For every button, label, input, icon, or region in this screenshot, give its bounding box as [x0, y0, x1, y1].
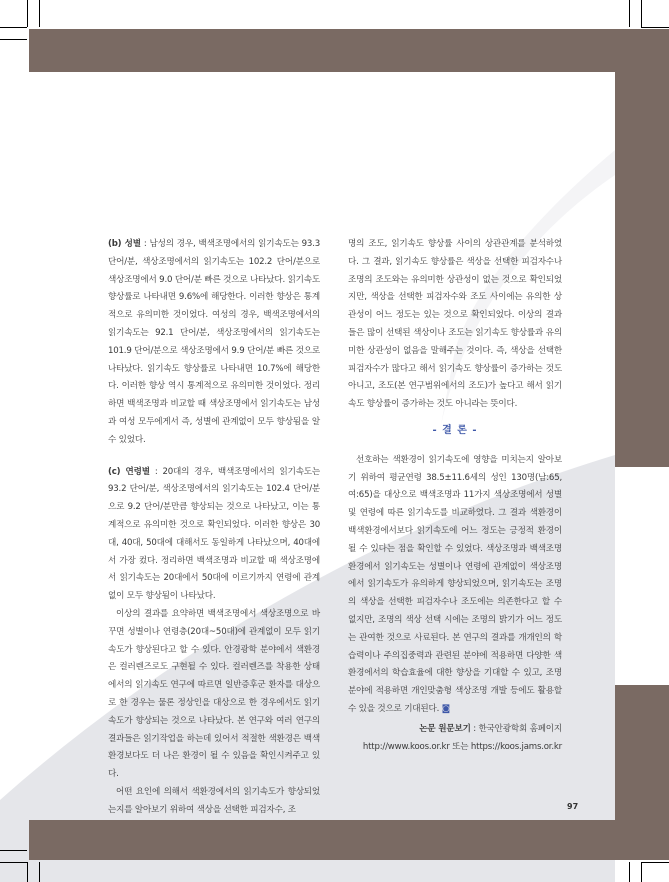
top-header-band	[29, 29, 669, 72]
source-urls[interactable]: http://www.koos.or.kr 또는 https://koos.jams.or.kr	[362, 741, 562, 752]
paragraph-summary: 이상의 결과를 요약하면 백색조명에서 색상조명으로 바꾸면 성별이나 연령층(20대~50대)에 관계없이 모두 읽기속도가 향상된다고 할 수 있다. 안경광학 분야에서 색환경은 컬러렌즈로도 구현될 수 있다. 컬러렌즈를 착용한 상태에서의 읽기속도 연구에 따르면 일반증후군 환자를 대상으로 한 경우는 물론 정상인을 대상으로 한 경우에서도 읽기속도가 향상되는 것으로 나타났다. 본 연구와 여러 연구의 결과들은 읽기작업을 하는데 있어서 적절한 색환경은 백색환경보다도 더 나은 환경이 될 수 있음을 확인시켜주고 있다.	[108, 608, 320, 780]
page-number: 97	[567, 802, 579, 811]
crop-mark	[641, 862, 669, 863]
crop-mark	[641, 862, 642, 882]
source-label: 논문 원문보기	[419, 723, 471, 734]
crop-mark	[0, 862, 27, 863]
bottom-footer-band	[29, 820, 669, 860]
source-value: : 한국안광학회 홈페이지	[470, 723, 562, 734]
right-side-band-lower	[615, 685, 669, 820]
gender-label: (b) 성별	[108, 239, 141, 249]
gender-text: : 남성의 경우, 백색조명에서의 읽기속도는 93.3 단어/분, 색상조명에서의 읽기속도는 102.2 단어/분으로 색상조명에서 9.0 단어/분 빠른 것으로 나타났다. 읽기속도 향상률로 나타내면 9.6%에 해당한다. 이러한 향상은 통계적으로 유의미한 것이었다. 여성의 경우, 백색조명에서의 읽기속도는 92.1 단어/분, 색상조명에서의 읽기속도는 101.9 단어/분으로 색상조명에서 9.9 단어/분 빠른 것으로 나타났다. 읽기속도 향상률로 나타내면 10.7%에 해당한다. 이러한 향상 역시 통계적으로 유의미한 것이었다. 정리하면 백색조명과 비교할 때 색상조명에서 읽기속도는 남성과 여성 모두에게서 즉, 성별에 관계없이 모두 향상됨을 알 수 있었다.	[108, 239, 321, 445]
left-text-column	[108, 236, 320, 820]
right-side-band	[615, 72, 669, 467]
paragraph-correlation: 명의 조도, 읽기속도 향상률 사이의 상관관계를 분석하였다. 그 결과, 읽기속도 향상률은 색상을 선택한 피검자수나 조명의 조도와는 유의미한 상관성이 없는 것으로 확인되었지만, 색상을 선택한 피검자수와 조도 사이에는 유의한 상관성이 어느 정도는 있는 것으로 확인되었다. 이상의 결과들은 많이 선택된 색상이나 조도는 읽기속도 향상률과 유의미한 상관성이 없음을 말해주는 것이다. 즉, 색상을 선택한 피검자수가 많다고 해서 읽기속도 향상률이 증가하는 것도 아니고, 조도(본 연구범위에서의 조도)가 높다고 해서 읽기속도 향상률이 증가하는 것도 아니라는 뜻이다.	[348, 239, 562, 410]
conclusion-heading: - 결 론 -	[432, 424, 478, 436]
paragraph-age	[108, 464, 320, 606]
paragraph-conclusion	[348, 452, 562, 719]
paragraph-factor: 어떤 요인에 의해서 색환경에서의 읽기속도가 향상되었는지를 알아보기 위하여 색상을 선택한 피검자수, 조	[108, 786, 320, 815]
age-label: (c) 연령별	[108, 466, 150, 477]
crop-mark	[27, 862, 28, 882]
crop-mark	[641, 0, 642, 27]
crop-mark	[27, 0, 28, 27]
source-line	[348, 721, 562, 739]
age-text: : 20대의 경우, 백색조명에서의 읽기속도는 93.2 단어/분, 색상조명에서의 읽기속도는 102.4 단어/분으로 9.2 단어/분만큼 향상되는 것으로 나타났고, 이는 통계적으로 유의미한 것으로 확인되었다. 이러한 향상은 30대, 40대, 50대에 대해서도 동일하게 나타났으며, 40대에서 가장 컸다. 정리하면 백색조명과 비교할 때 색상조명에서 읽기속도는 20대에서 50대에 이르기까지 연령에 관계없이 모두 향상됨이 나타났다.	[108, 466, 321, 602]
paragraph-gender	[108, 236, 320, 450]
conclusion-text: 선호하는 색환경이 읽기속도에 영향을 미치는지 알아보기 위하여 평균연령 38.5±11.6세의 성인 130명(남:65, 여:65)을 대상으로 백색조명과 11가지 색상조명에서 성별 및 연령에 따른 읽기속도를 비교하였다. 그 결과 색환경이 백색환경에서보다 읽기속도에 어느 정도는 긍정적 환경이 될 수 있다는 점을 확인할 수 있었다. 색상조명과 백색조명 환경에서 읽기속도는 성별이나 연령에 관계없이 색상조명에서 읽기속도가 유의하게 향상되었으며, 읽기속도는 조명의 색상을 선택한 피검자수나 조도에는 의존한다고 할 수 없지만, 조명의 색상 선택 시에는 조명의 밝기가 어느 정도는 관여한 것으로 사료된다. 본 연구의 결과를 개개인의 학습력이나 주의집중력과 관련된 분야에 적용하면 다양한 색환경에서의 학습효율에 대한 향상을 기대할 수 있고, 조명분야에 적용하면 개인맞춤형 색상조명 개발 등에도 활용할 수 있을 것으로 기대된다.	[348, 454, 562, 714]
crop-mark	[629, 862, 630, 882]
right-text-column	[348, 236, 562, 756]
crop-mark	[629, 0, 630, 27]
crop-mark	[39, 0, 40, 27]
crop-mark	[641, 27, 669, 28]
crop-mark	[0, 850, 27, 851]
crop-mark	[0, 39, 27, 40]
crop-mark	[39, 862, 40, 882]
end-mark-icon: ◙	[439, 703, 450, 714]
crop-mark	[0, 27, 27, 28]
